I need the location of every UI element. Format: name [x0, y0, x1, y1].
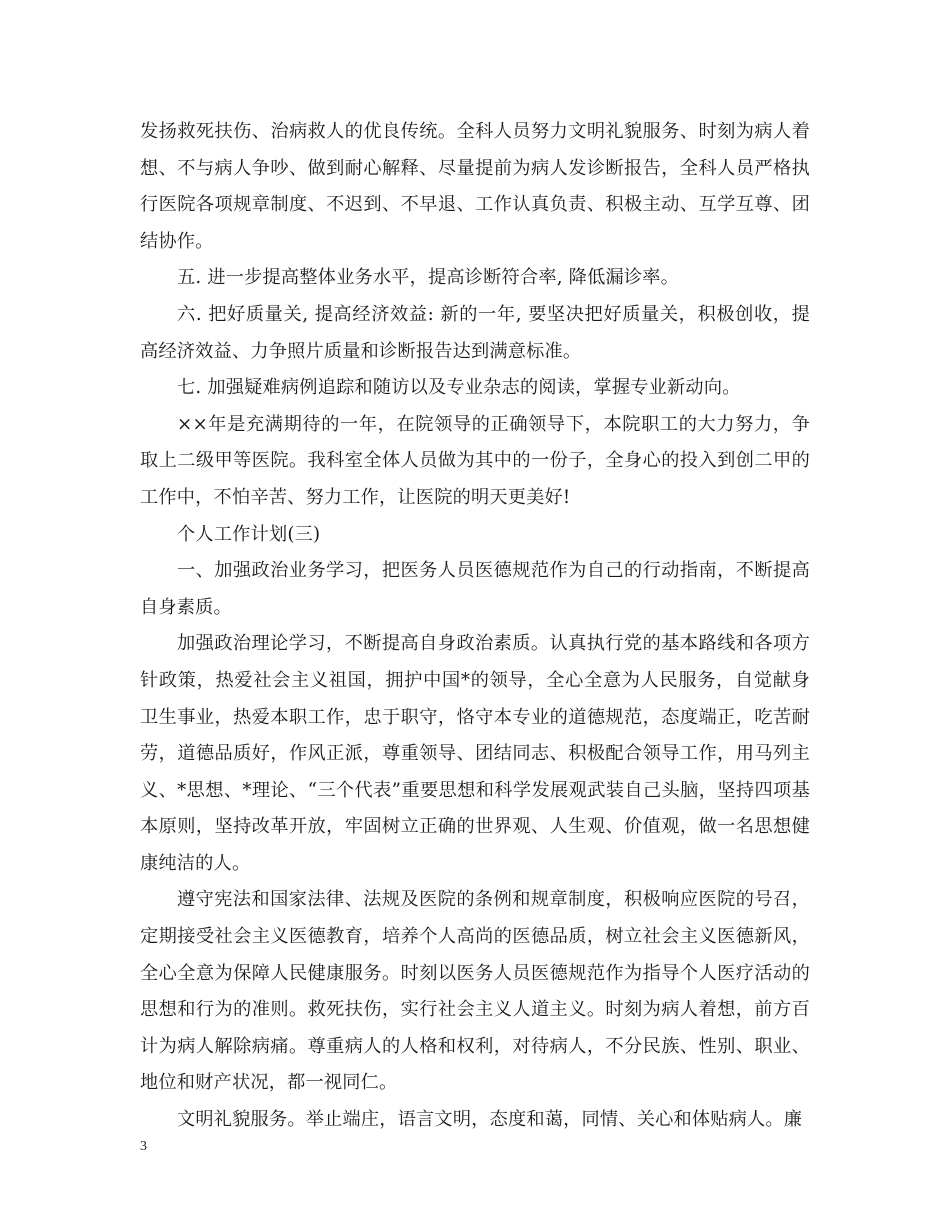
- paragraph-9: 遵守宪法和国家法律、法规及医院的条例和规章制度，积极响应医院的号召，定期接受社会主义医德教育，培养个人高尚的医德品质，树立社会主义医德新风，全心全意为保障人民健康服务。时刻以医务人员医德规范作为指导个人医疗活动的思想和行为的准则。救死扶伤，实行社会主义人道主义。时刻为病人着想，前方百计为病人解除病痛。尊重病人的人格和权利，对待病人，不分民族、性别、职业、地位和财产状况，都一视同仁。: [140, 889, 810, 1094]
- section-heading: 个人工作计划(三): [177, 523, 321, 545]
- paragraph-8: 加强政治理论学习，不断提高自身政治素质。认真执行党的基本路线和各项方针政策，热爱社会主义祖国，拥护中国*的领导，全心全意为人民服务，自觉献身卫生事业，热爱本职工作，忠于职守，恪守本专业的道德规范，态度端正，吃苦耐劳，道德品质好，作风正派，尊重领导、团结同志、积极配合领导工作，用马列主义、*思想、*理论、“三个代表”重要思想和科学发展观武装自己头脑，坚持四项基本原则，坚持改革开放，牢固树立正确的世界观、人生观、价值观，做一名思想健康纯洁的人。: [140, 633, 810, 874]
- paragraph-1: 发扬救死扶伤、治病救人的优良传统。全科人员努力文明礼貌服务、时刻为病人着想、不与病人争吵、做到耐心解释、尽量提前为病人发诊断报告，全科人员严格执行医院各项规章制度、不迟到、不早退、工作认真负责、积极主动、互学互尊、团结协作。: [140, 121, 810, 252]
- paragraph-4: 七. 加强疑难病例追踪和随访以及专业杂志的阅读，掌握专业新动向。: [177, 377, 741, 399]
- document-body: [140, 114, 810, 1139]
- page-number: 3: [140, 1139, 147, 1154]
- paragraph-7: 一、加强政治业务学习，把医务人员医德规范作为自己的行动指南，不断提高自身素质。: [140, 560, 810, 618]
- paragraph-3: 六. 把好质量关, 提高经济效益: 新的一年, 要坚决把好质量关，积极创收，提高经济效益、力争照片质量和诊断报告达到满意标准。: [140, 303, 810, 362]
- paragraph-10: 文明礼貌服务。举止端庄，语言文明，态度和蔼，同情、关心和体贴病人。廉: [177, 1109, 803, 1131]
- paragraph-5: ××年是充满期待的一年，在院领导的正确领导下，本院职工的大力努力，争取上二级甲等医院。我科室全体人员做为其中的一份子，全身心的投入到创二甲的工作中，不怕辛苦、努力工作，让医院的明天更美好!: [140, 413, 810, 508]
- paragraph-2: 五. 进一步提高整体业务水平，提高诊断符合率, 降低漏诊率。: [177, 267, 680, 289]
